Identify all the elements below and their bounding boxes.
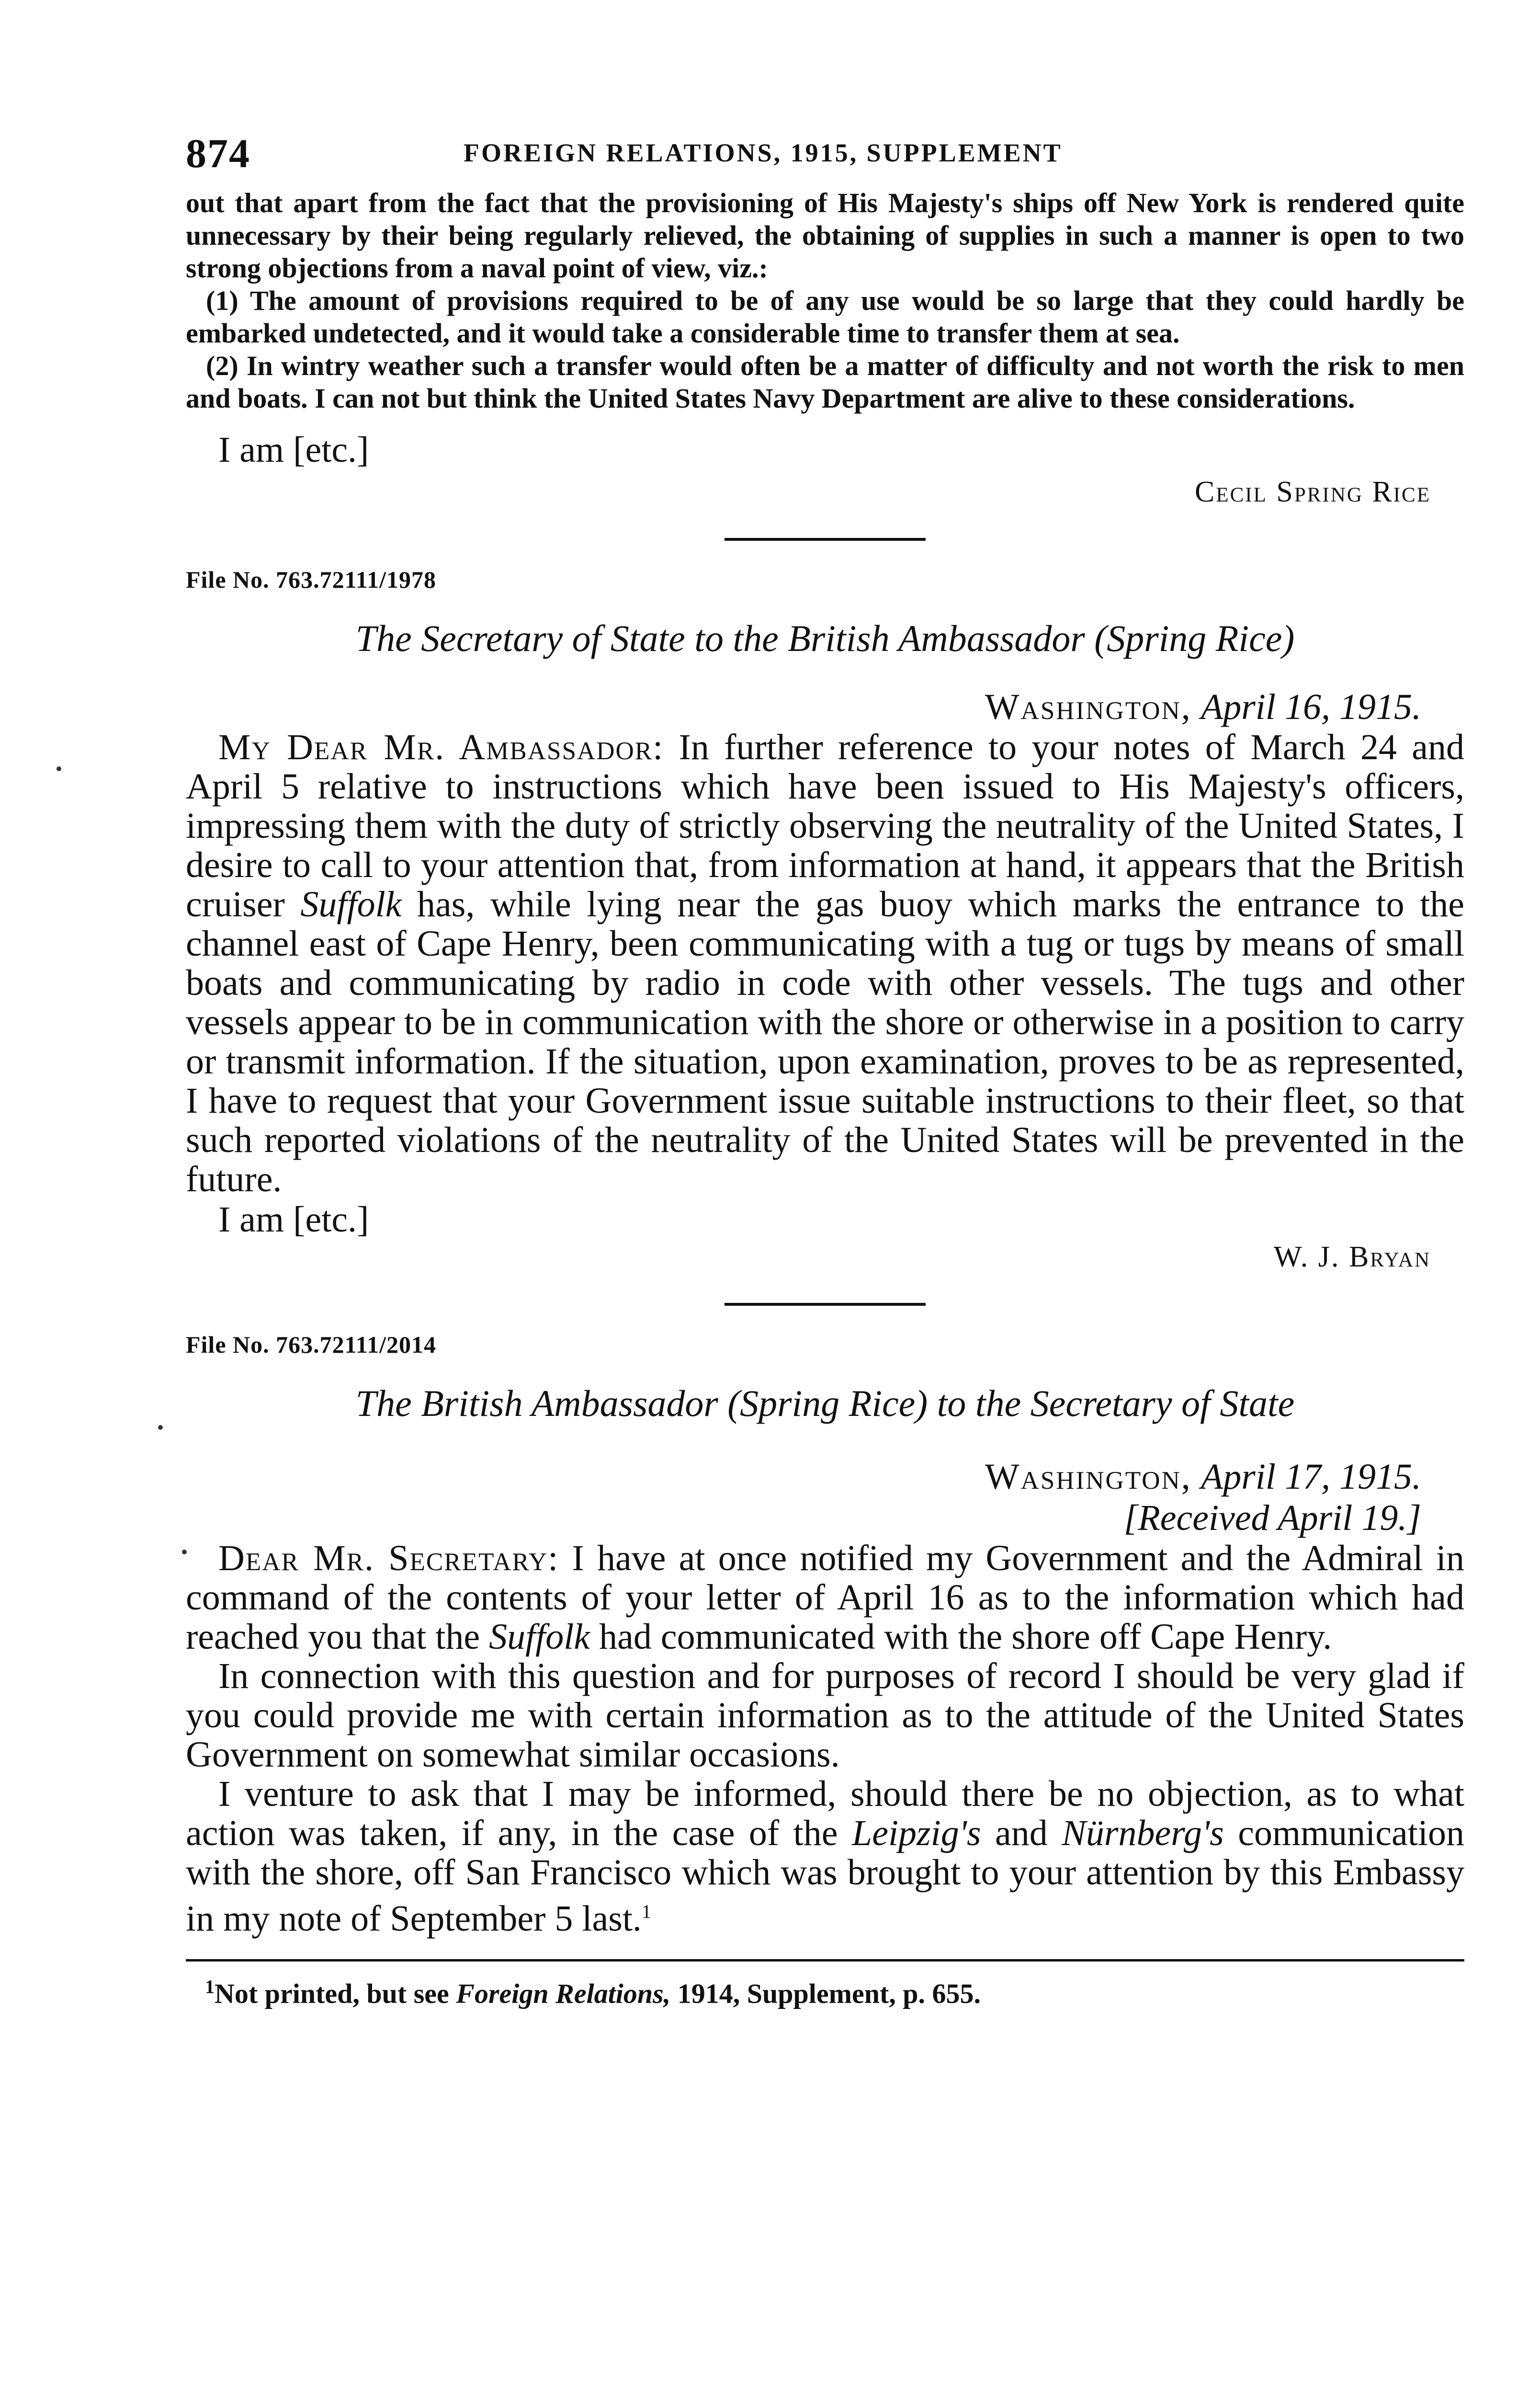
stray-mark — [57, 766, 61, 771]
page-number: 874 — [186, 130, 250, 176]
signature: W. J. Bryan — [1273, 1241, 1431, 1273]
closing: I am [etc.] — [218, 1199, 369, 1240]
page-content — [186, 115, 1464, 2011]
footnote-citation: Foreign Relations, — [456, 1978, 671, 2009]
dateline-date: April 17, 1915. — [1200, 1457, 1421, 1497]
document-title: The Secretary of State to the British Ambassador (Spring Rice) — [355, 617, 1295, 659]
file-number: File No. 763.72111/2014 — [186, 1331, 436, 1358]
dateline — [186, 1456, 1464, 1497]
received-date: [Received April 19.] — [1123, 1498, 1421, 1538]
footnote-mark: 1 — [205, 1976, 215, 1998]
signature: Cecil Spring Rice — [1194, 476, 1431, 508]
section-divider — [725, 1303, 926, 1306]
letter-body — [186, 728, 1464, 1199]
footnote-text: Not printed, but see — [215, 1978, 449, 2009]
dateline-date: April 16, 1915. — [1200, 687, 1421, 727]
section-divider — [725, 538, 926, 541]
page-header — [186, 115, 1464, 187]
body-text: communication with the shore, off San Francisco which was brought to your attention by this Embassy in my note of September 5 last. — [186, 1813, 1464, 1939]
ship-name: Suffolk — [300, 884, 402, 924]
footnote-text: 1914, Supplement, p. 655. — [677, 1978, 981, 2009]
ship-name: Nürnberg's — [1062, 1813, 1224, 1853]
paragraph: out that apart from the fact that the provisioning of His Majesty's ships off New York is rendered quite unnecessary by their being regularly relieved, the obtaining of supplies in such a manner is open to two strong objections from a naval point of view, viz.: — [186, 187, 1464, 284]
ship-name: Leipzig's — [851, 1813, 981, 1853]
salutation: My Dear Mr. Ambassador: — [218, 727, 664, 767]
stray-mark — [158, 1425, 163, 1430]
continued-letter — [186, 187, 1464, 415]
ship-name: Suffolk — [489, 1617, 590, 1657]
paragraph: (2) In wintry weather such a transfer would often be a matter of difficulty and not worth the risk to men and boats. I can not but think the United States Navy Department are alive to these considerations. — [186, 350, 1464, 414]
paragraph — [186, 728, 1464, 1199]
body-text: and — [995, 1813, 1048, 1853]
letter-body — [186, 1539, 1464, 1938]
body-text: has, while lying near the gas buoy which marks the entrance to the channel east of Cape Henry, been communicating with a tug or tugs by means of small boats and communicating by radio in code with other vessels. The tugs and other vessels appear to be in communication with the shore or otherwise in a position to carry or transmit information. If the situation, upon examination, proves to be as represented, I have to request that your Government issue suitable instructions to their fleet, so that such reported violations of the neutrality of the United States will be prevented in the future. — [186, 884, 1465, 1199]
salutation: Dear Mr. Secretary: — [218, 1538, 559, 1578]
running-head: FOREIGN RELATIONS, 1915, SUPPLEMENT — [464, 138, 1063, 167]
dateline — [186, 686, 1464, 728]
paragraph: (1) The amount of provisions required to be of any use would be so large that they could hardly be embarked undetected, and it would take a considerable time to transfer them at sea. — [186, 285, 1464, 349]
paragraph — [186, 1774, 1464, 1938]
footnote — [186, 1970, 1464, 2010]
dateline-place: Washington, — [985, 687, 1192, 727]
paragraph — [186, 1539, 1464, 1656]
body-text: I venture to ask that I may be informed, should there be no objection, as to what action was taken, if any, in the case of the — [186, 1774, 1464, 1853]
footnote-rule — [186, 1959, 1464, 1962]
body-text: I have at once notified my Government and the Admiral in command of the contents of your letter of April 16 as to the information which had reached you that the — [186, 1538, 1464, 1657]
dateline-place: Washington, — [985, 1457, 1192, 1497]
closing: I am [etc.] — [218, 430, 369, 470]
footnote-reference: 1 — [641, 1901, 651, 1922]
body-text: In further reference to your notes of March 24 and April 5 relative to instructions which have been issued to His Majesty's officers, impressing them with the duty of strictly observing the neutrality of the United States, I desire to call to your attention that, from information at hand, it appears that the British cruiser — [186, 727, 1464, 924]
document-title: The British Ambassador (Spring Rice) to the Secretary of State — [355, 1382, 1295, 1424]
paragraph: In connection with this question and for purposes of record I should be very glad if you could provide me with certain information as to the attitude of the United States Government on somewhat similar occasions. — [186, 1656, 1464, 1775]
body-text: had communicated with the shore off Cape Henry. — [599, 1617, 1332, 1657]
file-number: File No. 763.72111/1978 — [186, 566, 436, 593]
